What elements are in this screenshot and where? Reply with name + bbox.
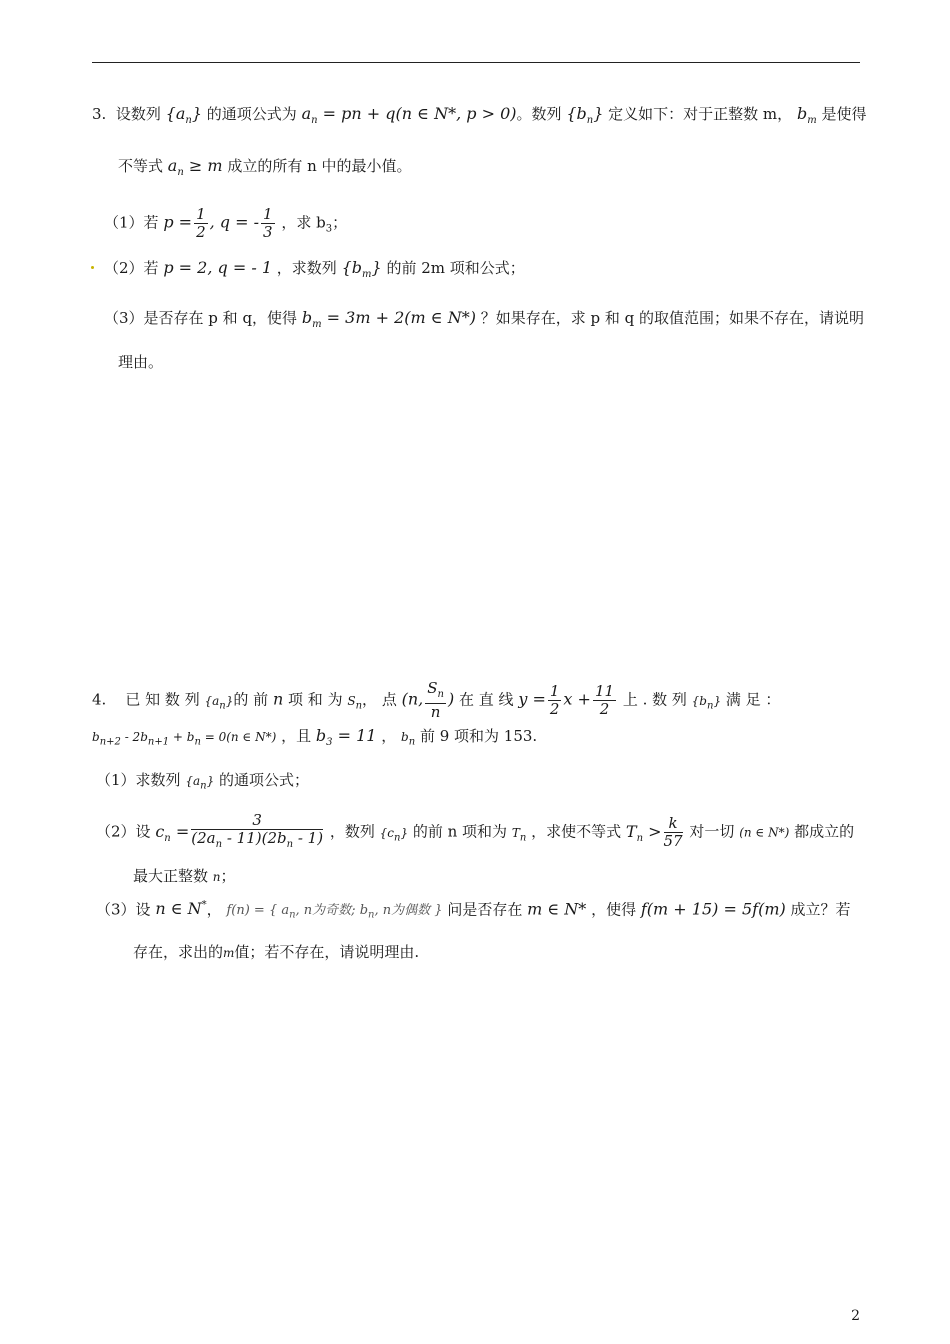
problem-4-part-1: （1）求数列 $\{a_n\}$ 的通项公式； [96, 771, 310, 792]
problem-3-line-1: 3. 设数列 $\{a_n\}$ 的通项公式为 $a_n$ = pn + q(n ∈ N*, p > 0)。数列 $\{b_n\}$ 定义如下：对于正整数 m， $b_m$ 是使得 [92, 104, 867, 127]
problem-3-part-1: （1）若 p = $\frac{1}{2}$ , q = - $\frac{1}{3}$ ，求 $b_3$； [104, 205, 348, 241]
problem-3-part-3-cont: 理由。 [118, 353, 164, 371]
problem-4-line-2: $b_{n+2} - 2b_{n+1} + b_n = 0(n$ ∈ N*) ，且 $b_3 = 11$ ， $b_n$ 前 9 项和为 153. [92, 726, 538, 749]
problem-4-part-2: （2）设 $c_n$ = $\frac{3}{(2a_n - 11)(2b_n - 1)}$ ，数列 $\{c_n\}$ 的前 n 项和为 $T_n$ ，求使不等式 $T_n$ > $\frac{k}{57}$ 对一切 (n ∈ N*) 都成立的 [96, 811, 855, 850]
problem-3-part-2: （2）若 p = 2, q = - 1 ，求数列 $\{b_m\}$ 的前 2m 项和公式； [104, 258, 525, 281]
problem-3-part-3: （3）是否存在 p 和 q，使得 $b_m = 3m + 2(m$ ∈ N*) ？如果存在，求 p 和 q 的取值范围；如果不存在，请说明 [104, 308, 864, 331]
problem-3-line-2: 不等式 $a_n \ge m$ 成立的所有 n 中的最小值。 [118, 156, 412, 179]
problem-4-line-1: 4. 已 知 数 列 $\{a_n\}$的 前 n 项 和 为 $S_n$， 点 (n, $\frac{S_n}{n}$ ) 在 直 线 y = $\frac{1}{2}$ x + $\frac{11}{2}$ 上 . 数 列 $\{b_n\}$ 满 足 ： [92, 679, 781, 721]
marker-dot [91, 266, 94, 269]
problem-4-part-3-cont: 存在，求出的m值；若不存在，请说明理由. [133, 943, 420, 961]
problem-4-number: 4. [92, 690, 107, 709]
header-rule [92, 62, 860, 63]
problem-3-number: 3. [92, 105, 107, 123]
page-number: 2 [851, 1308, 860, 1324]
problem-4-part-3: （3）设 n ∈ N*， f(n) = { $a_n$, n为奇数; $b_n$, n为偶数 } 问是否存在 m ∈ N* ，使得 f(m + 15) = 5f(m) 成立？若 [96, 899, 851, 921]
problem-4-part-2-cont: 最大正整数 n； [133, 867, 236, 885]
